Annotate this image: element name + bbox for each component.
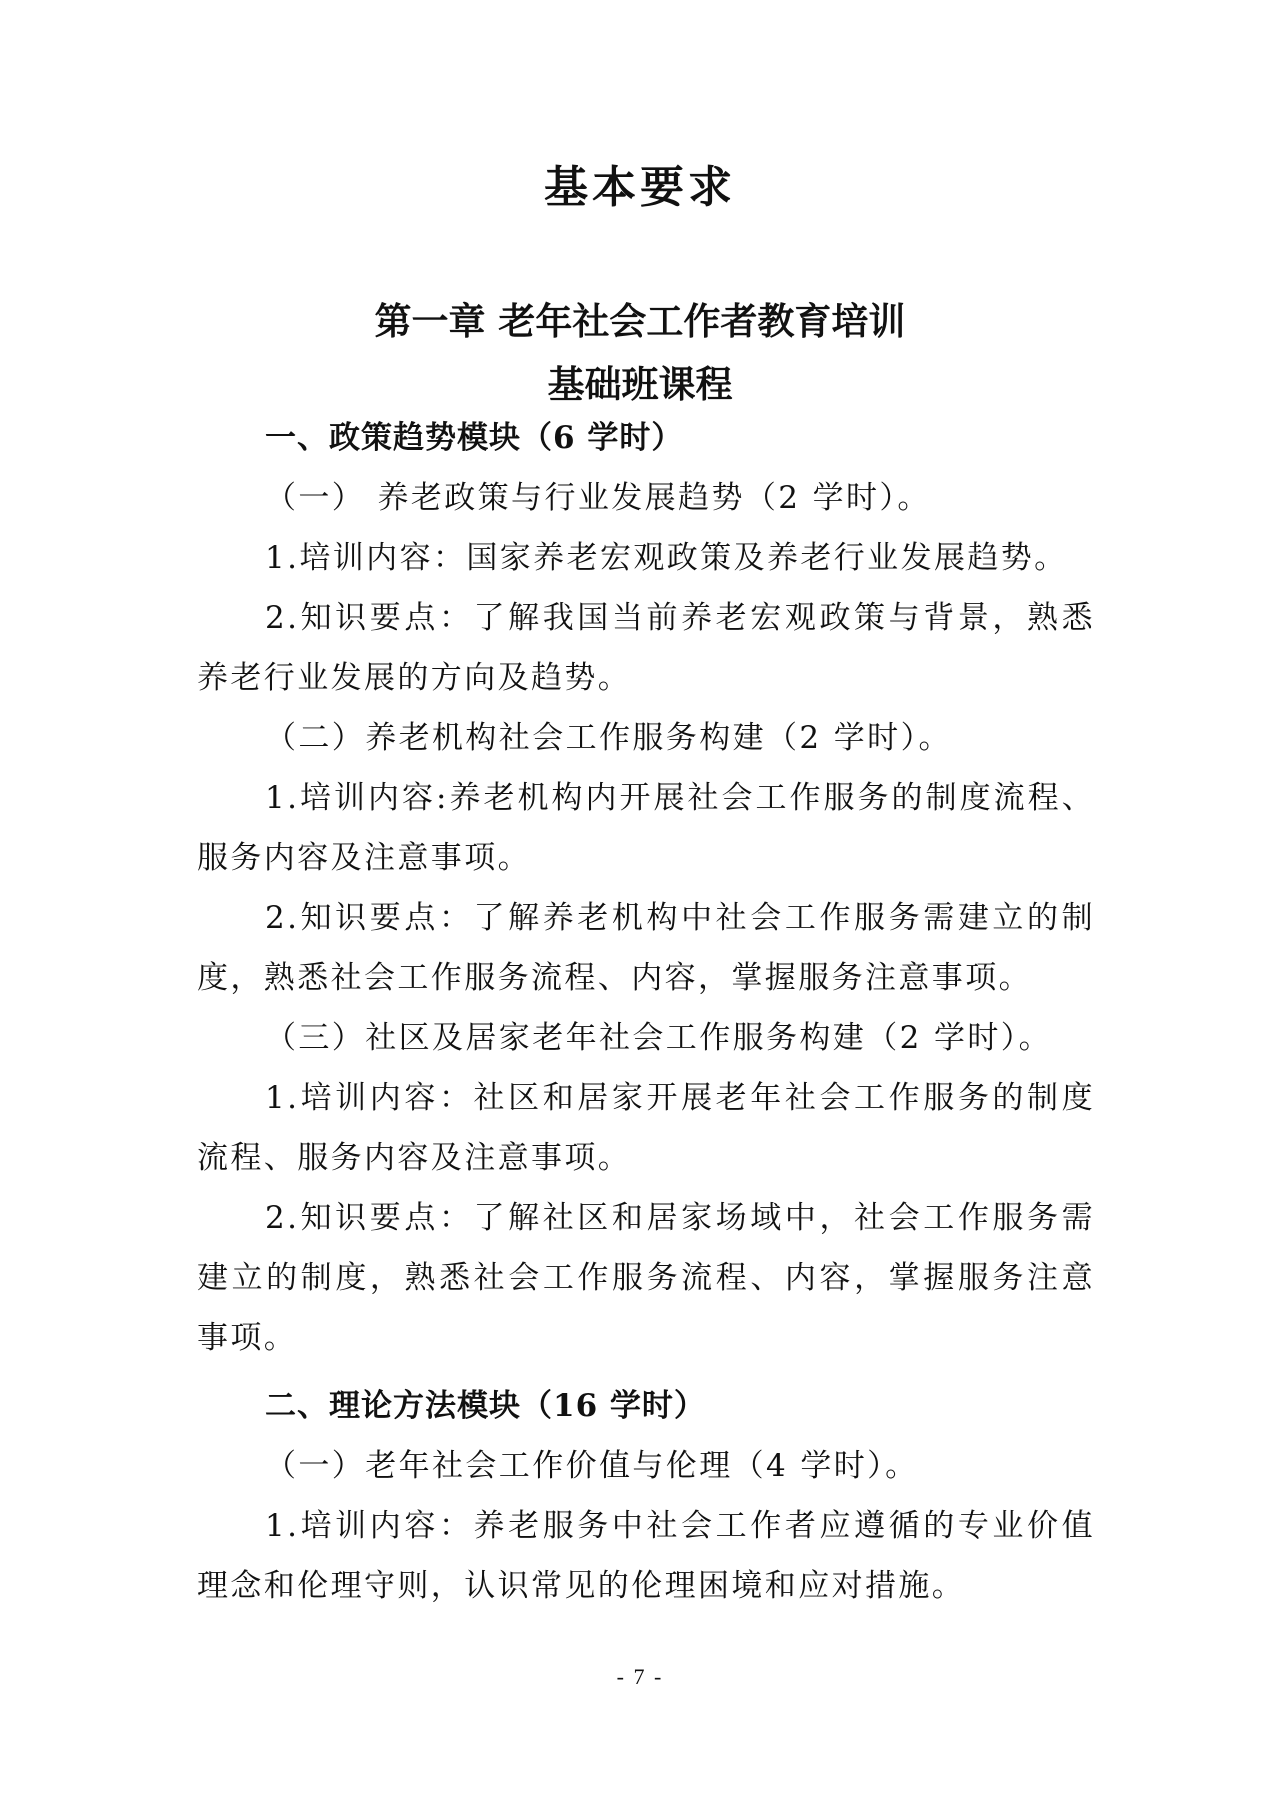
document-body — [197, 408, 1095, 1616]
subsection-heading: （二）养老机构社会工作服务构建（2 学时）。 — [265, 720, 952, 756]
paragraph-training-content: 1.培训内容:养老机构内开展社会工作服务的制度流程、服务内容及注意事项。 — [197, 780, 1095, 876]
paragraph-knowledge-points: 2.知识要点：了解我国当前养老宏观政策与背景，熟悉养老行业发展的方向及趋势。 — [197, 600, 1095, 696]
subsection-heading: （一）老年社会工作价值与伦理（4 学时）。 — [265, 1448, 919, 1484]
paragraph-knowledge-points: 2.知识要点：了解养老机构中社会工作服务需建立的制度，熟悉社会工作服务流程、内容，掌握服务注意事项。 — [197, 900, 1095, 996]
page-title: 基本要求 — [544, 162, 736, 213]
chapter-heading — [0, 290, 1280, 416]
section-heading-policy-trends: 一、政策趋势模块（6 学时） — [265, 420, 684, 456]
page-number: - 7 - — [616, 1664, 664, 1689]
paragraph-knowledge-points: 2.知识要点：了解社区和居家场域中，社会工作服务需建立的制度，熟悉社会工作服务流程、内容，掌握服务注意事项。 — [197, 1200, 1095, 1356]
chapter-heading-line-2: 基础班课程 — [547, 362, 733, 406]
chapter-heading-line-1: 第一章 老年社会工作者教育培训 — [374, 299, 906, 343]
paragraph-training-content: 1.培训内容：养老服务中社会工作者应遵循的专业价值理念和伦理守则，认识常见的伦理困境和应对措施。 — [197, 1508, 1095, 1604]
subsection-heading: （三）社区及居家老年社会工作服务构建（2 学时）。 — [265, 1020, 1053, 1056]
subsection-heading: （一） 养老政策与行业发展趋势（2 学时）。 — [265, 480, 931, 516]
paragraph-training-content: 1.培训内容：国家养老宏观政策及养老行业发展趋势。 — [265, 540, 1068, 576]
paragraph-training-content: 1.培训内容：社区和居家开展老年社会工作服务的制度流程、服务内容及注意事项。 — [197, 1080, 1095, 1176]
section-heading-theory-methods: 二、理论方法模块（16 学时） — [265, 1388, 706, 1424]
